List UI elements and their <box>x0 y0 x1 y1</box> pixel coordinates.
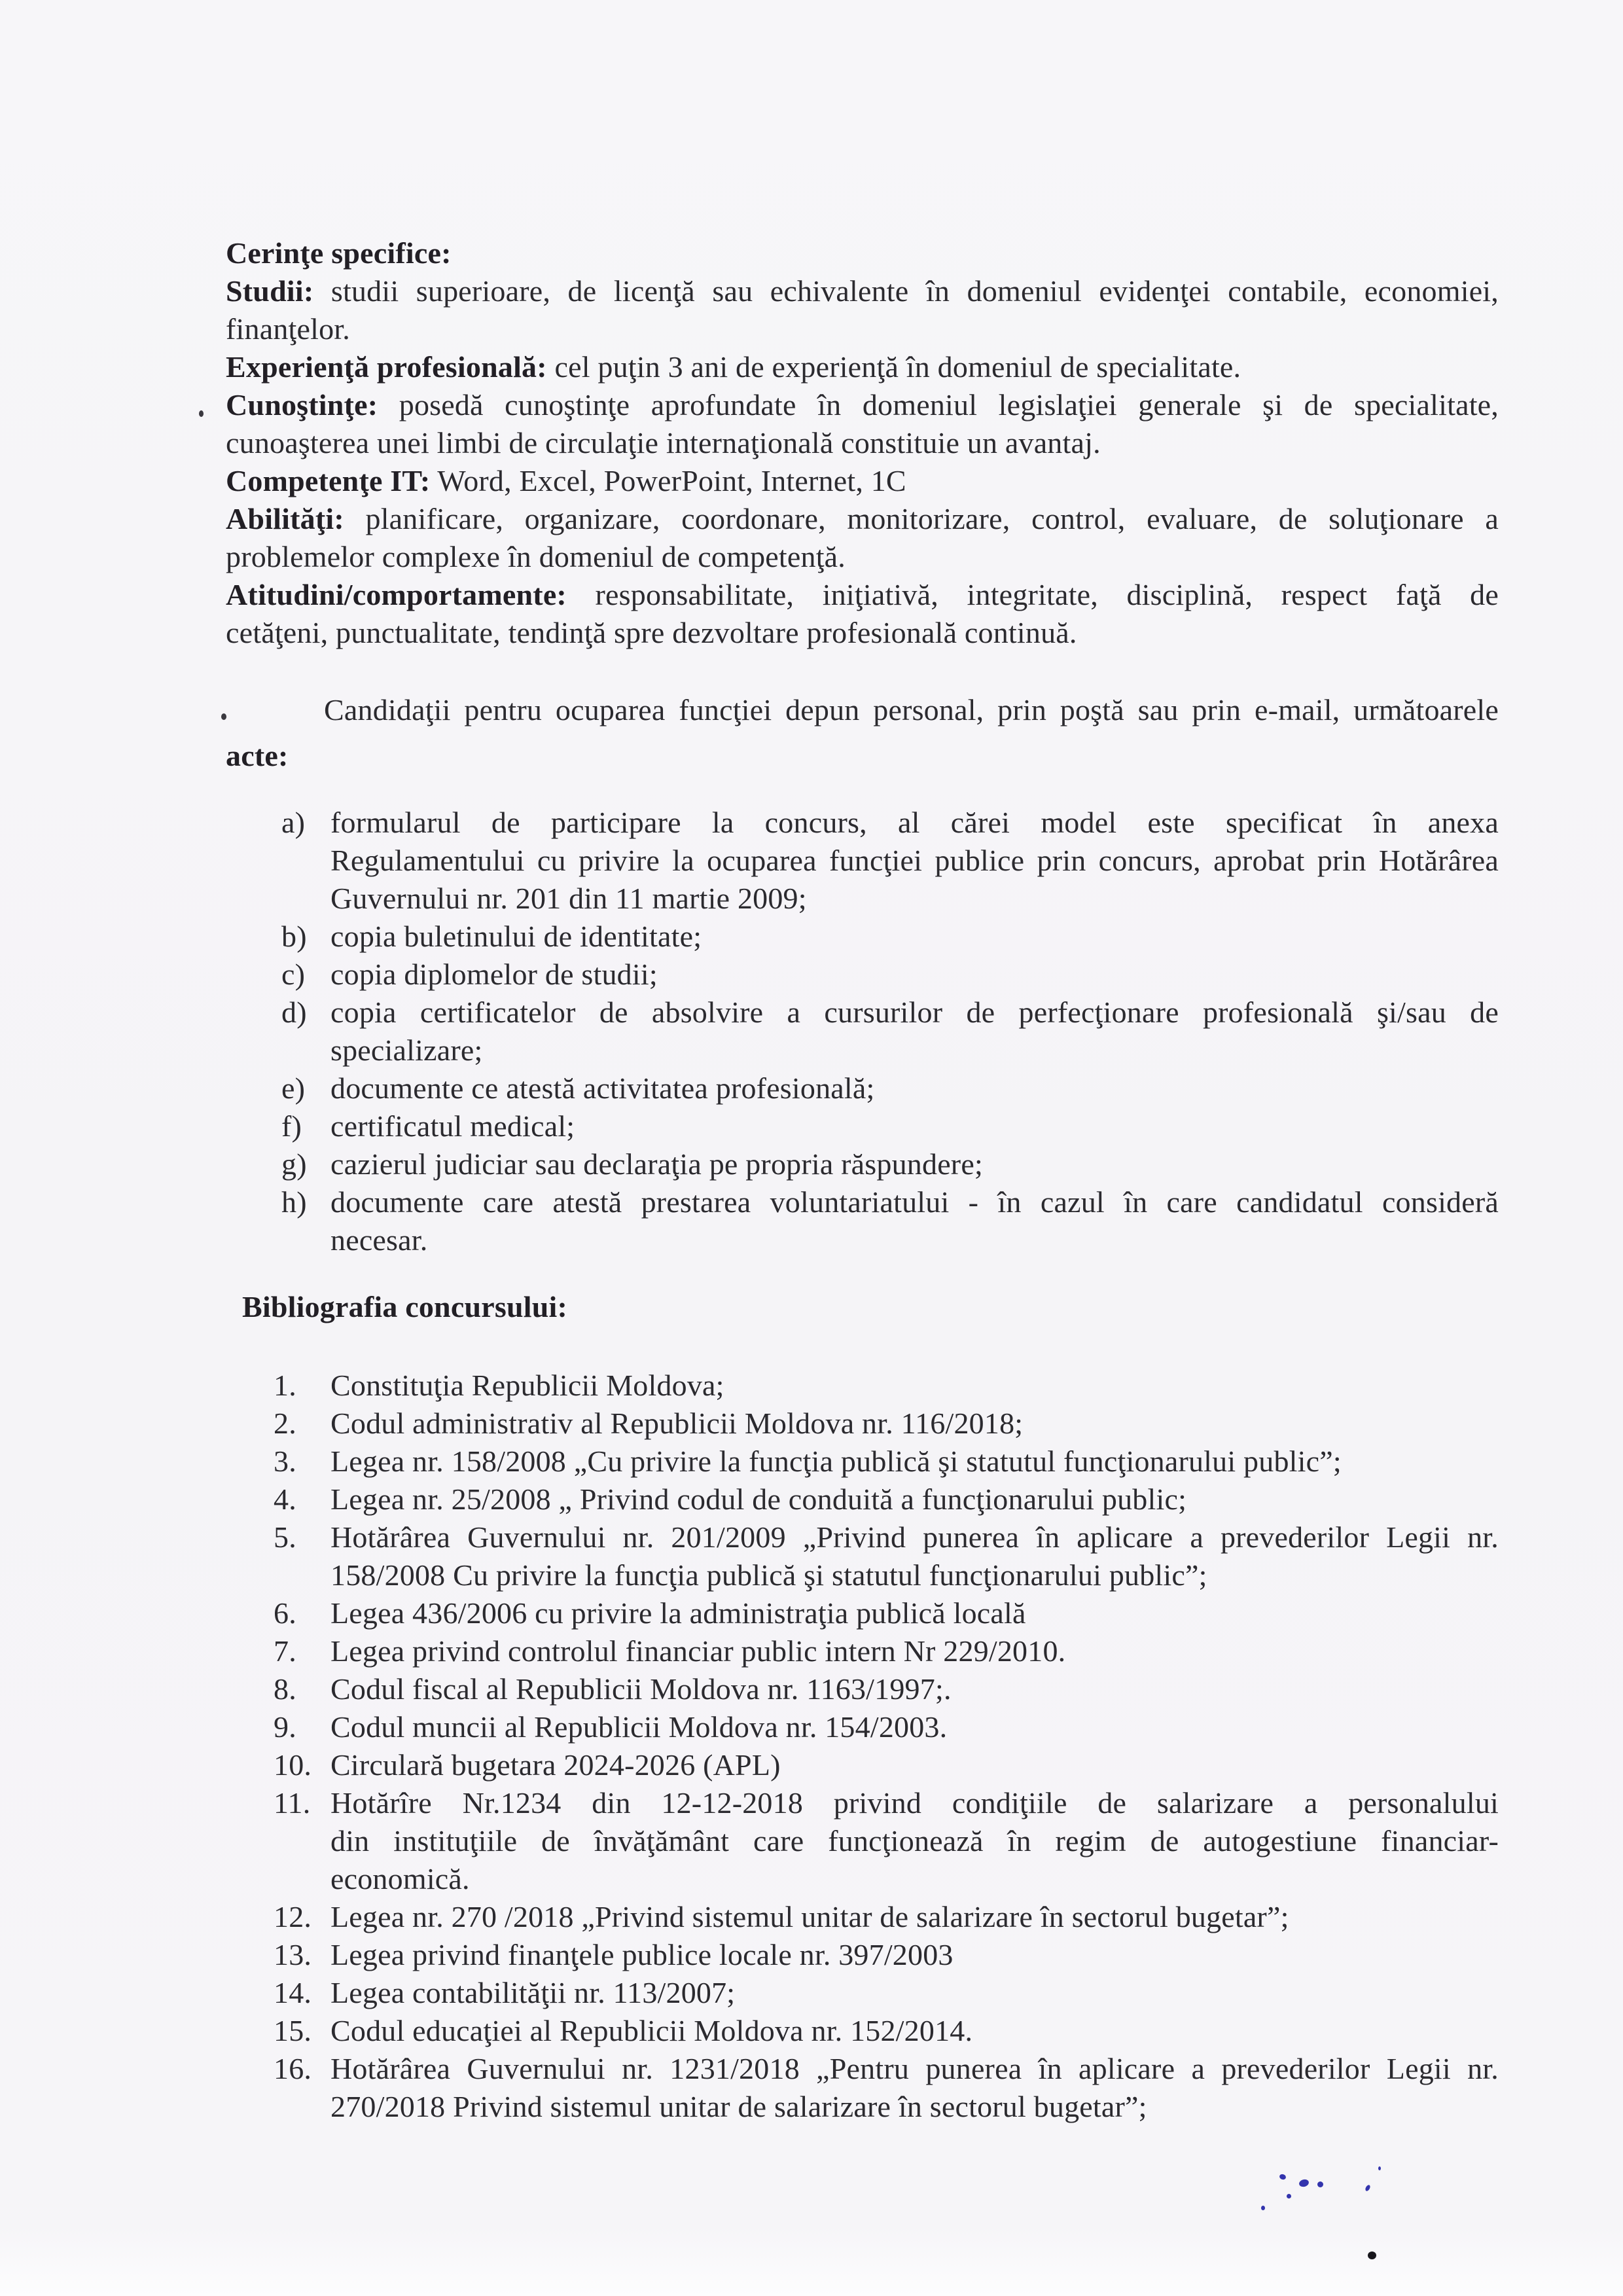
text-segment: Codul educaţiei al Republicii Moldova nr. 152/2014. <box>330 2014 973 2047</box>
ink-speckle <box>1287 2194 1291 2198</box>
list-marker: a) <box>281 806 306 839</box>
list-marker: 3. <box>274 1444 296 1478</box>
text-segment: Codul muncii al Republicii Moldova nr. 154/2003. <box>330 1710 948 1744</box>
list-marker: 5. <box>274 1520 296 1554</box>
line-text <box>226 386 1499 424</box>
text-line <box>226 956 1499 994</box>
list-marker: 9. <box>274 1710 296 1744</box>
line-text <box>330 1107 1499 1145</box>
bold-label: Studii: <box>226 274 314 308</box>
text-segment: formularul de participare la concurs, al cărei model este specificat în anexa <box>330 806 1499 839</box>
text-segment: posedă cunoştinţe aprofundate în domeniul legislaţiei generale şi de specialitate, <box>378 388 1499 422</box>
text-line <box>226 500 1499 538</box>
line-text <box>330 804 1499 842</box>
list-marker: 7. <box>274 1634 296 1668</box>
text-segment: cel puţin 3 ani de experienţă în domeniul de specialitate. <box>546 350 1241 384</box>
text-line <box>226 1556 1499 1594</box>
list-marker: f) <box>281 1109 302 1143</box>
text-line <box>226 1746 1499 1784</box>
line-text <box>330 1480 1499 1518</box>
list-marker: b) <box>281 920 307 953</box>
ink-speckle <box>1368 2251 1376 2259</box>
text-segment: documente care atestă prestarea voluntariatului - în cazul în care candidatul consideră <box>330 1185 1499 1219</box>
document-content <box>226 234 1499 2126</box>
line-text <box>330 956 1499 994</box>
list-marker: g) <box>281 1147 307 1181</box>
text-segment: Candidaţii pentru ocuparea funcţiei depun personal, prin poştă sau prin e-mail, următoarele <box>324 693 1499 726</box>
line-text <box>330 1183 1499 1221</box>
text-segment: certificatul medical; <box>330 1109 575 1143</box>
list-marker: 2. <box>274 1407 296 1440</box>
list-marker: 15. <box>274 2014 312 2047</box>
text-line <box>226 918 1499 956</box>
list-marker: h) <box>281 1185 307 1219</box>
text-line <box>226 1031 1499 1069</box>
text-line <box>226 462 1499 500</box>
requirements <box>226 234 1499 652</box>
submission-intro <box>226 687 1499 779</box>
line-text <box>242 1288 1499 1326</box>
list-marker: 14. <box>274 1976 312 2009</box>
text-segment: copia certificatelor de absolvire a cursurilor de perfecţionare profesională şi/sau de <box>330 996 1499 1029</box>
text-segment: Legea nr. 25/2008 „ Privind codul de conduită a funcţionarului public; <box>330 1482 1187 1516</box>
text-line <box>226 687 1499 733</box>
text-segment: Legea contabilităţii nr. 113/2007; <box>330 1976 736 2009</box>
text-line <box>226 1670 1499 1708</box>
line-text <box>330 1367 1499 1405</box>
line-text <box>330 1443 1499 1480</box>
text-segment: Constituţia Republicii Moldova; <box>330 1369 724 1402</box>
line-text <box>330 1974 1499 2012</box>
line-text <box>330 994 1499 1031</box>
line-text <box>226 733 1499 779</box>
text-segment: Legea nr. 270 /2018 „Privind sistemul unitar de salarizare în sectorul bugetar”; <box>330 1900 1289 1933</box>
text-line <box>226 614 1499 652</box>
line-text <box>330 1594 1499 1632</box>
text-line <box>226 1974 1499 2012</box>
ink-speckle <box>1378 2166 1381 2170</box>
text-segment: Hotărârea Guvernului nr. 201/2009 „Privind punerea în aplicare a prevederilor Legii nr. <box>330 1520 1499 1554</box>
text-line <box>226 2050 1499 2088</box>
line-text <box>330 1708 1499 1746</box>
bold-label: Abilităţi: <box>226 502 344 535</box>
ink-speckle <box>1298 2178 1310 2188</box>
text-segment: Regulamentului cu privire la ocuparea funcţiei publice prin concurs, aprobat prin Hotărârea <box>330 844 1499 877</box>
ink-speckle <box>1279 2174 1287 2181</box>
line-text <box>226 614 1499 652</box>
text-line <box>226 804 1499 842</box>
ink-speckle <box>1261 2206 1265 2210</box>
line-text <box>226 500 1499 538</box>
ink-speckle <box>199 410 204 417</box>
list-marker: 13. <box>274 1938 312 1971</box>
line-text <box>226 348 1499 386</box>
text-segment: economică. <box>330 1862 470 1895</box>
text-line <box>226 1107 1499 1145</box>
list-marker: d) <box>281 996 307 1029</box>
text-segment: finanţelor. <box>226 312 350 346</box>
text-line <box>226 1784 1499 1822</box>
text-segment: Legea privind finanţele publice locale nr. 397/2003 <box>330 1938 954 1971</box>
line-text <box>330 1031 1499 1069</box>
text-line <box>226 576 1499 614</box>
text-segment: Codul fiscal al Republicii Moldova nr. 1163/1997;. <box>330 1672 952 1706</box>
text-segment: copia buletinului de identitate; <box>330 920 702 953</box>
list-marker: 1. <box>274 1369 296 1402</box>
list-marker: e) <box>281 1071 306 1105</box>
bold-label: acte: <box>226 739 289 772</box>
line-text <box>330 1784 1499 1822</box>
text-line <box>226 2012 1499 2050</box>
line-text <box>330 1898 1499 1936</box>
line-text <box>330 918 1499 956</box>
text-segment: Circulară bugetara 2024-2026 (APL) <box>330 1748 781 1782</box>
line-text <box>324 687 1499 733</box>
text-segment: Legea 436/2006 cu privire la administraţia publică locală <box>330 1596 1026 1630</box>
line-text <box>330 1632 1499 1670</box>
text-segment: documente ce atestă activitatea profesională; <box>330 1071 875 1105</box>
line-text <box>226 234 1499 272</box>
ink-speckle <box>1364 2184 1371 2192</box>
text-line <box>226 1936 1499 1974</box>
text-segment: planificare, organizare, coordonare, monitorizare, control, evaluare, de soluţionare a <box>344 502 1499 535</box>
text-line <box>226 880 1499 918</box>
text-line <box>226 994 1499 1031</box>
text-segment: Word, Excel, PowerPoint, Internet, 1C <box>430 464 906 497</box>
line-text <box>330 880 1499 918</box>
text-segment: responsabilitate, iniţiativă, integritate, disciplină, respect faţă de <box>566 578 1499 611</box>
text-segment: Guvernului nr. 201 din 11 martie 2009; <box>330 882 807 915</box>
text-line <box>226 234 1499 272</box>
list-marker: 12. <box>274 1900 312 1933</box>
line-text <box>226 310 1499 348</box>
text-segment: cunoaşterea unei limbi de circulaţie internaţională constituie un avantaj. <box>226 426 1101 459</box>
line-text <box>330 2050 1499 2088</box>
line-text <box>330 1822 1499 1860</box>
text-segment: Hotărârea Guvernului nr. 1231/2018 „Pentru punerea în aplicare a prevederilor Legii nr. <box>330 2052 1499 2085</box>
list-marker: 16. <box>274 2052 312 2085</box>
line-text <box>330 1145 1499 1183</box>
text-line <box>226 1405 1499 1443</box>
text-segment: 158/2008 Cu privire la funcţia publică şi statutul funcţionarului public”; <box>330 1558 1207 1592</box>
line-text <box>330 2088 1499 2126</box>
text-line <box>226 272 1499 310</box>
line-text <box>226 424 1499 462</box>
text-line <box>226 1518 1499 1556</box>
line-text <box>330 1405 1499 1443</box>
text-line <box>226 1221 1499 1259</box>
text-segment: cetăţeni, punctualitate, tendinţă spre dezvoltare profesională continuă. <box>226 616 1077 649</box>
line-text <box>226 272 1499 310</box>
list-marker: 4. <box>274 1482 296 1516</box>
line-text <box>330 1518 1499 1556</box>
list-marker: c) <box>281 958 306 991</box>
bold-label: Bibliografia concursului: <box>242 1290 567 1323</box>
text-line <box>226 1632 1499 1670</box>
text-line <box>226 386 1499 424</box>
text-line <box>226 1145 1499 1183</box>
text-segment: studii superioare, de licenţă sau echivalente în domeniul evidenţei contabile, economiei, <box>313 274 1499 308</box>
text-line <box>226 1594 1499 1632</box>
line-text <box>330 1746 1499 1784</box>
text-line <box>226 1860 1499 1898</box>
line-text <box>330 1670 1499 1708</box>
text-line <box>226 1069 1499 1107</box>
text-segment: problemelor complexe în domeniul de competenţă. <box>226 540 846 573</box>
line-text <box>226 538 1499 576</box>
text-segment: cazierul judiciar sau declaraţia pe propria răspundere; <box>330 1147 983 1181</box>
bold-label: Experienţă profesională: <box>226 350 547 384</box>
text-line <box>226 348 1499 386</box>
bibliography-heading <box>226 1288 1499 1326</box>
ink-speckle <box>221 713 226 720</box>
text-line <box>226 1708 1499 1746</box>
documents-list <box>226 804 1499 1259</box>
list-marker: 8. <box>274 1672 296 1706</box>
text-segment: Legea privind controlul financiar public intern Nr 229/2010. <box>330 1634 1066 1668</box>
text-line <box>226 1480 1499 1518</box>
line-text <box>330 842 1499 880</box>
text-segment: Legea nr. 158/2008 „Cu privire la funcţia publică şi statutul funcţionarului public”; <box>330 1444 1342 1478</box>
text-segment: copia diplomelor de studii; <box>330 958 658 991</box>
line-text <box>330 1221 1499 1259</box>
bold-label: Cunoştinţe: <box>226 388 378 422</box>
text-segment: 270/2018 Privind sistemul unitar de salarizare în sectorul bugetar”; <box>330 2090 1147 2123</box>
line-text <box>330 1069 1499 1107</box>
text-line <box>226 1898 1499 1936</box>
text-line <box>226 1822 1499 1860</box>
text-line <box>226 1183 1499 1221</box>
text-line <box>226 2088 1499 2126</box>
text-line <box>226 424 1499 462</box>
line-text <box>330 1556 1499 1594</box>
line-text <box>330 1936 1499 1974</box>
list-marker: 10. <box>274 1748 312 1782</box>
ink-speckle <box>1317 2181 1323 2187</box>
bibliography-list <box>226 1367 1499 2126</box>
text-segment: necesar. <box>330 1223 428 1257</box>
text-line <box>226 538 1499 576</box>
text-line <box>226 310 1499 348</box>
list-marker: 11. <box>274 1786 311 1820</box>
text-segment: Codul administrativ al Republicii Moldova nr. 116/2018; <box>330 1407 1024 1440</box>
line-text <box>330 1860 1499 1898</box>
text-segment: din instituţiile de învăţământ care funcţionează în regim de autogestiune financiar- <box>330 1824 1499 1857</box>
bold-label: Competenţe IT: <box>226 464 431 497</box>
text-line <box>226 1367 1499 1405</box>
bold-label: Atitudini/comportamente: <box>226 578 567 611</box>
list-marker: 6. <box>274 1596 296 1630</box>
text-line <box>226 1443 1499 1480</box>
text-line <box>226 1288 1499 1326</box>
text-segment: specializare; <box>330 1033 483 1067</box>
line-text <box>226 576 1499 614</box>
bold-label: Cerinţe specifice: <box>226 236 452 270</box>
text-line <box>226 733 1499 779</box>
text-line <box>226 842 1499 880</box>
line-text <box>330 2012 1499 2050</box>
line-text <box>226 462 1499 500</box>
text-segment: Hotărîre Nr.1234 din 12-12-2018 privind condiţiile de salarizare a personalului <box>330 1786 1499 1820</box>
